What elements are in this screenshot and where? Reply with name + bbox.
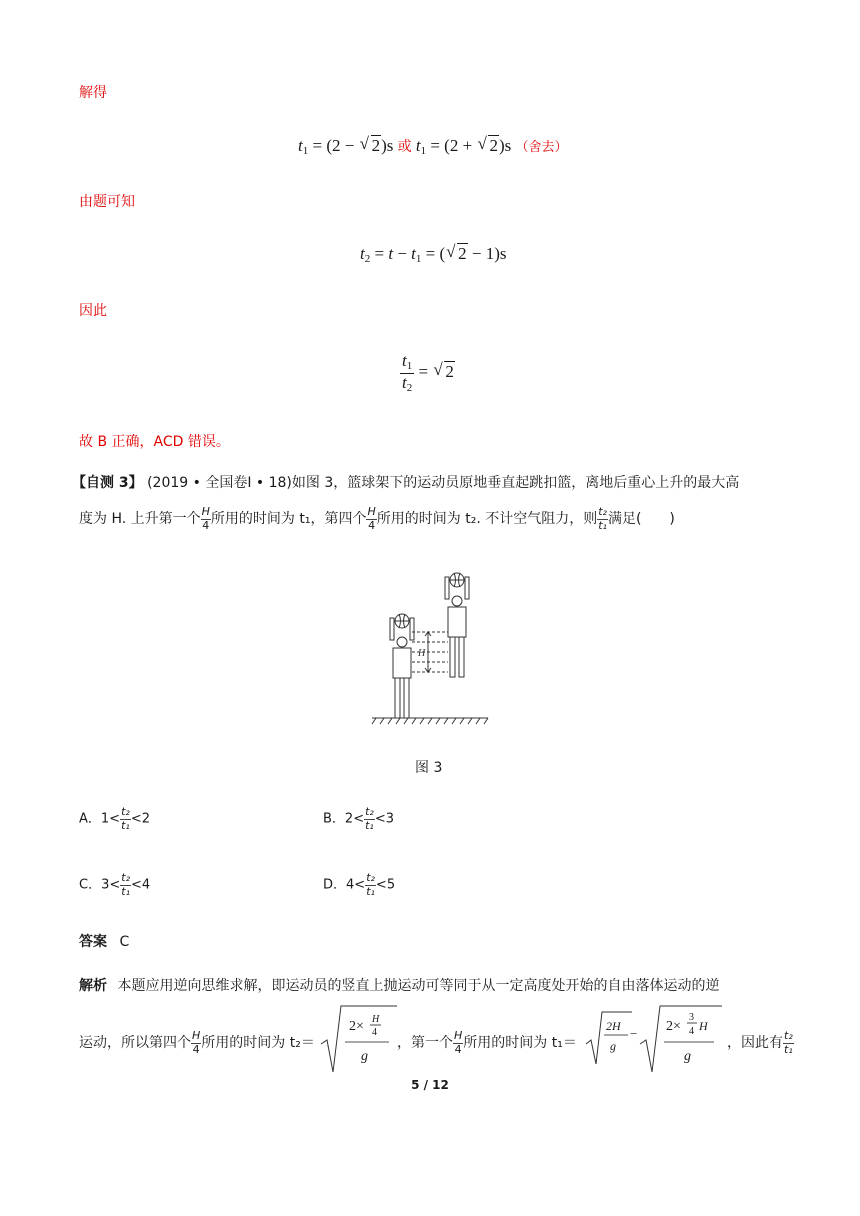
answer-value: C (119, 934, 130, 950)
svg-text:4: 4 (689, 1026, 694, 1037)
analysis-line-1: 解析 本题应用逆向思维求解，即运动员的竖直上抛运动可等同于从一定高度处开始的自由落体运动的逆 (79, 978, 720, 994)
sqrt-t1-expression (584, 1004, 724, 1074)
svg-text:2×: 2× (666, 1019, 681, 1034)
solution-conclusion: 故 B 正确，ACD 错误。 (79, 434, 230, 450)
radical-sign (640, 1006, 722, 1072)
svg-text:2H: 2H (606, 1019, 621, 1033)
equation-t1: $t_1 = (2$ − √ 2)s 或 $t_1 = (2$ + √ 2)s （舍去） (298, 136, 567, 157)
svg-text:g: g (361, 1049, 368, 1064)
fraction-t2-over-t1: $\frac{\text{t₂}}{\text{t₁}}$ (366, 871, 375, 898)
page-number: 5 / 12 (411, 1078, 449, 1092)
analysis-line-2: 运动，所以第四个 $\frac{H}{4}$ 所用的时间为 t₂＝ 2× H 4 g ，第一个 $\frac{H}{4}$ 所用的时间为 t₁＝ 2H g − 2× 3 4 H g ，因此有 $\frac{\text{t₂}}{\text{t₁}}$ (79, 1004, 799, 1074)
question-line-2: 度为 H. 上升第一个 $\frac{H}{4}$ 所用的时间为 t₁，第四个 $\frac{H}{4}$ 所用的时间为 t₂. 不计空气阻力，则 $\frac{\text{t₂}}{\text{t₁}}$ 满足( ) (79, 505, 675, 532)
jumping-player (445, 573, 469, 677)
figure-caption: 图 3 (415, 760, 443, 776)
equation-ratio: $\frac{t_1}{t_2}$ = √ 2 (400, 352, 455, 394)
ground-hatch (372, 718, 488, 724)
equation-t2: $t_2 = t - t_1$ = (√ 2 − 1)s (360, 244, 507, 265)
standing-player (390, 614, 414, 718)
svg-text:3: 3 (689, 1012, 694, 1023)
svg-text:−: − (630, 1026, 638, 1041)
svg-text:H: H (372, 1014, 380, 1025)
sqrt-symbol: √ 2 (447, 244, 468, 264)
sqrt-symbol: √ 2 (478, 136, 499, 156)
radical-sign (321, 1006, 397, 1072)
basketball-figure (368, 566, 492, 726)
solution-label-yinci: 因此 (79, 303, 107, 319)
svg-text:g: g (684, 1049, 691, 1064)
fraction-H-over-4: $\frac{H}{4}$ (367, 505, 376, 532)
fraction-t2-over-t1: $\frac{\text{t₂}}{\text{t₁}}$ (121, 871, 130, 898)
analysis-label: 解析 (79, 978, 107, 994)
svg-text:g: g (610, 1039, 616, 1053)
sqrt-symbol: √ 2 (434, 362, 455, 382)
fraction-t2-over-t1: $\frac{\text{t₂}}{\text{t₁}}$ (365, 805, 374, 832)
fraction-t2-over-t1: $\frac{\text{t₂}}{\text{t₁}}$ (121, 805, 130, 832)
sqrt-symbol: √ 2 (361, 136, 382, 156)
fraction-t1-over-t2: $\frac{t_1}{t_2}$ (402, 351, 413, 394)
option-c[interactable]: C．3< $\frac{\text{t₂}}{\text{t₁}}$ <4 (79, 871, 151, 898)
fraction-H-over-4: $\frac{H}{4}$ (201, 505, 210, 532)
fraction-t2-over-t1: $\frac{\text{t₂}}{\text{t₁}}$ (598, 505, 607, 532)
fraction-H-over-4: $\frac{H}{4}$ (454, 1029, 463, 1056)
height-label: H (418, 648, 426, 659)
solution-label-youti: 由题可知 (79, 194, 135, 210)
svg-text:H: H (699, 1019, 708, 1033)
option-a[interactable]: A．1< $\frac{\text{t₂}}{\text{t₁}}$ <2 (79, 805, 150, 832)
answer-label: 答案 (79, 934, 107, 950)
question-label: 【自测 3】 (72, 475, 143, 491)
fraction-t2-over-t1: $\frac{\text{t₂}}{\text{t₁}}$ (784, 1029, 793, 1056)
question-line-1: 【自测 3】 (2019 • 全国卷Ⅰ • 18)如图 3，篮球架下的运动员原地垂直起跳扣篮，离地后重心上升的最大高 (72, 475, 740, 491)
svg-text:4: 4 (372, 1027, 377, 1038)
fraction-H-over-4: $\frac{H}{4}$ (192, 1029, 201, 1056)
option-d[interactable]: D．4< $\frac{\text{t₂}}{\text{t₁}}$ <5 (323, 871, 396, 898)
sqrt-t2-expression (319, 1004, 399, 1074)
discard-note: （舍去） (515, 140, 568, 155)
solution-label-jiede: 解得 (79, 85, 107, 101)
or-word: 或 (397, 139, 412, 155)
svg-text:2×: 2× (349, 1019, 364, 1034)
option-b[interactable]: B．2< $\frac{\text{t₂}}{\text{t₁}}$ <3 (323, 805, 394, 832)
answer-line (79, 931, 129, 953)
